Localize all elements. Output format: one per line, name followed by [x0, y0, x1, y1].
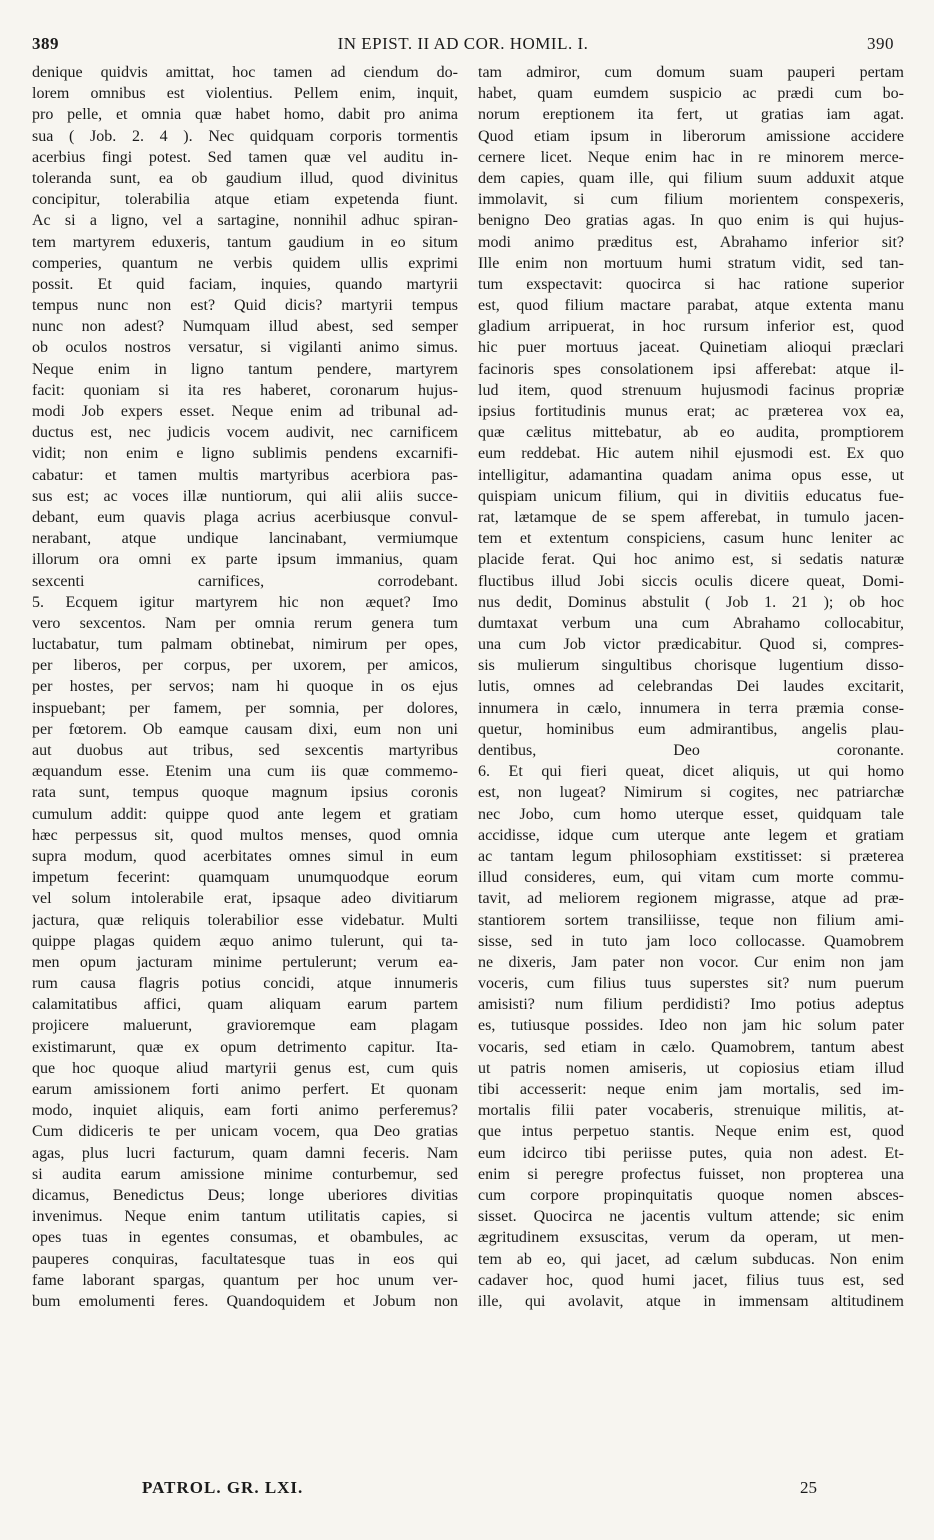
text-line: amisisti? num filium perdidisti? Imo potius adeptus [478, 996, 904, 1014]
text-line: placide ferat. Qui hoc animo est, si sedatis naturæ [478, 551, 904, 569]
text-line: que intus perpetuo stantis. Neque enim est, quod [478, 1123, 904, 1141]
text-line: nec Jobo, cum homo uterque esset, quidquam tale [478, 805, 904, 823]
text-line: agas, plus lucri facturum, quam damni feceris. Nam [32, 1144, 458, 1162]
text-line: sexcenti carnifices, corrodebant. [32, 572, 458, 590]
text-line: est, non lugeat? Nimirum si cogites, nec patriarchæ [478, 784, 904, 802]
running-title: IN EPIST. II AD COR. HOMIL. I. [337, 34, 589, 53]
text-line: illorum ora omni ex parte ipsum immanius, quam [32, 551, 458, 569]
text-line: facinoris spes consolationem ipsi afferebat: atque il- [478, 360, 904, 378]
text-line: nerabant, atque undique lancinabant, vermiumque [32, 530, 458, 548]
text-line: tum exspectavit: quocirca si hac ratione superior [478, 275, 904, 293]
text-line: immolavit, si cum filium morientem conspexeris, [478, 191, 904, 209]
text-line: luctabatur, tum palmam obtinebat, nimirum per opes, [32, 636, 458, 654]
text-line: comperies, quantum ne verbis quidem ullis exprimi [32, 254, 458, 272]
text-line: cum corpore propinquitatis quoque nomen absces- [478, 1186, 904, 1204]
text-line: sisse, sed in tuto jam loco collocasse. Quamobrem [478, 932, 904, 950]
text-line: Ac si a ligno, vel a sartagine, nonnihil adhuc spiran- [32, 212, 458, 230]
text-line: illud consideres, eum, qui vitam cum morte commu- [478, 869, 904, 887]
text-line: accidisse, idque cum uterque ante legem et gratiam [478, 826, 904, 844]
text-line: opes tuas in egentes consumas, et obambules, ac [32, 1229, 458, 1247]
text-line: intelligitur, adamantina quadam anima opus esse, ut [478, 466, 904, 484]
left-page-number: 389 [32, 34, 59, 53]
text-line: quetur, hominibus eum admirantibus, angelis plau- [478, 720, 904, 738]
text-line: men opum jacturam minime pertulerunt; verum ea- [32, 953, 458, 971]
text-line: lutis, omnes ad celebrandas Dei laudes excitarit, [478, 678, 904, 696]
right-page-number: 390 [867, 34, 894, 53]
text-line: norum ereptionem ita fert, ut gratias iam agat. [478, 106, 904, 124]
text-line: mortalis filii pater vocaberis, strenuique militis, at- [478, 1102, 904, 1120]
text-line: es, tutiusque possides. Ideo non jam hic solum pater [478, 1017, 904, 1035]
right-text-column [478, 62, 904, 1312]
text-line: per hostes, per servos; nam hi quoque in os ejus [32, 678, 458, 696]
text-line: earum amissionem forti animo perfert. Et quonam [32, 1081, 458, 1098]
text-line: toleranda sunt, ea ob gaudium illud, quod divinitus [32, 169, 458, 187]
text-line: cernere licet. Neque enim hac in re minorem merce- [478, 148, 904, 166]
text-line: ac tantam legum philosophiam exstitisset: si præterea [478, 847, 904, 865]
text-line: enim si peregre profectus fuisset, non propterea una [478, 1165, 904, 1183]
footer-signature: PATROL. GR. LXI. [142, 1478, 304, 1497]
text-line: cabatur: et tamen multis martyribus acerbiora pas- [32, 466, 458, 484]
text-line: Cum didiceris te per unicam vocem, qua Deo gratias [32, 1123, 458, 1141]
text-line: dentibus, Deo coronante. [478, 742, 904, 759]
text-line: invenimus. Neque enim tantum utilitatis capies, si [32, 1208, 458, 1226]
text-line: sisset. Quocirca ne jacentis vultum attende; sic enim [478, 1208, 904, 1226]
text-line: Ille enim non mortuum humi stratum vidit, sed tan- [478, 254, 904, 272]
text-line: voceris, cum filius tuus superstes sit? num puerum [478, 975, 904, 993]
text-line: dumtaxat verbum una cum Abrahamo collocabitur, [478, 614, 904, 632]
text-line: rata sunt, tempus quoque magnum ipsius coronis [32, 784, 458, 802]
text-line: per fœtorem. Ob eamque causam dixi, eum non uni [32, 720, 458, 738]
text-line: habet, quam eumdem suspicio ac prædi cum bo- [478, 85, 904, 103]
text-line: tempus nunc non est? Quid dicis? martyrii tempus [32, 297, 458, 315]
text-line: eum idcirco tibi periisse putes, quia non adest. Et- [478, 1144, 904, 1162]
text-line: sua ( Job. 2. 4 ). Nec quidquam corporis tormentis [32, 127, 458, 145]
text-line: est, quod filium mactare parabat, atque extenta manu [478, 297, 904, 315]
text-line: cadaver hoc, quod humi jacet, filius tuus est, sed [478, 1271, 904, 1289]
running-header [32, 34, 894, 58]
text-line: calamitatibus affici, quam aliquam earum partem [32, 996, 458, 1014]
text-line: vocaris, sed etiam in cælo. Quamobrem, tantum abest [478, 1038, 904, 1056]
text-line: sis mulierum singultibus chorisque lugentium disso- [478, 657, 904, 675]
text-line: 6. Et qui fieri queat, dicet aliquis, ut qui homo [478, 763, 904, 781]
text-line: cumulum addit: quippe quod ante legem et gratiam [32, 805, 458, 823]
text-line: lorem omnibus est violentius. Pellem enim, inquit, [32, 85, 458, 103]
text-line: gladium arripuerat, in hoc rursum inferior est, quod [478, 318, 904, 336]
text-line: tem ab eo, qui jacet, ad cælum subducas. Non enim [478, 1250, 904, 1268]
text-line: facit: quoniam si ita res haberet, coronarum hujus- [32, 381, 458, 399]
text-line: quippe plagas quidem æquo animo tulerunt, qui ta- [32, 932, 458, 950]
text-line: inspuebant; per famem, per somnia, per dolores, [32, 699, 458, 717]
text-line: modi Job expers esset. Neque enim ad tribunal ad- [32, 403, 458, 420]
left-text-column [32, 62, 458, 1312]
text-line: existimarunt, quæ ex opum detrimento capitur. Ita- [32, 1038, 458, 1056]
text-line: tem et extentum conspiciens, casum hunc leniter ac [478, 530, 904, 548]
text-line: tibi accesserit: neque enim jam mortalis, sed im- [478, 1081, 904, 1098]
text-line: dicamus, Benedictus Deus; longe uberiores divitias [32, 1186, 458, 1204]
text-line: impetum fecerint: quamquam unumquodque eorum [32, 869, 458, 887]
text-line: tem martyrem eduxeris, tantum gaudium in eo situm [32, 233, 458, 251]
text-line: modi animo præditus est, Abrahamo inferior sit? [478, 233, 904, 251]
text-line: possit. Et quid faciam, inquies, quando martyrii [32, 275, 458, 293]
text-line: una cum Job victor prædicabitur. Quod si, compres- [478, 636, 904, 654]
text-line: benigno Deo gratias agas. In quo enim is qui hujus- [478, 212, 904, 230]
text-line: rat, lætamque de se spem afferebat, in tumulo jacen- [478, 508, 904, 526]
text-line: vero sexcentos. Nam per omnia rerum genera tum [32, 614, 458, 632]
text-line: innumera in cælo, innumera in terra præmia conse- [478, 699, 904, 717]
text-line: rum causa flagris potius concidi, atque innumeris [32, 975, 458, 993]
text-line: debant, eum quavis plaga acrius acerbiusque convul- [32, 508, 458, 526]
text-line: stantiorem sortem transiliisse, teque non filium ami- [478, 911, 904, 929]
text-line: Quod etiam ipsum in liberorum amissione accidere [478, 127, 904, 145]
text-line: ille, qui avolavit, atque in immensam altitudinem [478, 1292, 904, 1310]
text-line: modo, inquiet aliquis, eam forti animo perferemus? [32, 1102, 458, 1120]
text-line: lud item, quod strenuum hujusmodi facinus propriæ [478, 381, 904, 399]
text-line: projicere maluerunt, gravioremque eam plagam [32, 1017, 458, 1035]
text-line: si audita earum amissione minime conturbemur, sed [32, 1165, 458, 1183]
text-line: ipsius fortitudinis munus erat; ac præterea vox ea, [478, 403, 904, 420]
text-line: fluctibus illud Jobi siccis oculis dicere queat, Domi- [478, 572, 904, 590]
text-line: æquandum esse. Etenim una cum iis quæ commemo- [32, 763, 458, 781]
text-line: hic puer mortuus jaceat. Quinetiam alioqui præclari [478, 339, 904, 357]
text-line: Neque enim in ligno tantum pendere, martyrem [32, 360, 458, 378]
text-line: aut duobus aut tribus, sed sexcentis martyribus [32, 742, 458, 759]
text-line: jactura, quæ reliquis tolerabilior esse videbatur. Multi [32, 911, 458, 929]
text-line: pro pelle, et omnia quæ habet homo, dabit pro anima [32, 106, 458, 124]
footer-sheet-number: 25 [800, 1478, 817, 1497]
text-line: fame laborant spargas, quantum per hoc unum ver- [32, 1271, 458, 1289]
text-line: quispiam unicum filium, qui in divitiis educatus fue- [478, 487, 904, 505]
text-line: ne dixeris, Jam pater non vocor. Cur enim non jam [478, 953, 904, 971]
text-line: acerbius fingi potest. Sed tamen quæ vel auditu in- [32, 148, 458, 166]
text-line: ob oculos nostros versatur, si vigilanti animo simus. [32, 339, 458, 357]
text-line: ægritudinem exsuscitas, verum da operam, ut men- [478, 1229, 904, 1247]
text-line: tam admiror, cum domum suam pauperi pertam [478, 64, 904, 81]
text-line: 5. Ecquem igitur martyrem hic non æquet? Imo [32, 593, 458, 611]
text-line: vel solum intolerabile erat, ipsaque adeo divitiarum [32, 890, 458, 908]
text-line: ductus est, nec judicis vocem audivit, nec carnificem [32, 424, 458, 442]
text-line: supra modum, quod acerbitates omnes simul in eum [32, 847, 458, 865]
text-line: concipitur, tolerabilia atque etiam expetenda fiunt. [32, 191, 458, 209]
text-line: sus est; ac voces illæ nuntiorum, qui alii aliis succe- [32, 487, 458, 505]
text-line: bum emolumenti feres. Quandoquidem et Jobum non [32, 1292, 458, 1310]
text-line: denique quidvis amittat, hoc tamen ad ciendum do- [32, 64, 458, 81]
text-line: vidit; non enim e ligno sublimis pendens excarnifi- [32, 445, 458, 463]
text-line: eum reddebat. Hic autem nihil ejusmodi est. Ex quo [478, 445, 904, 463]
text-line: hæc perpessus sit, quod multos menses, quod omnia [32, 826, 458, 844]
text-line: nus dedit, Dominus abstulit ( Job 1. 21 ); ob hoc [478, 593, 904, 611]
text-line: pauperes conquiras, facultatesque tuas in eos qui [32, 1250, 458, 1268]
text-line: per liberos, per corpus, per uxorem, per amicos, [32, 657, 458, 675]
text-line: ut patris nomen amiseris, ut copiosius etiam illud [478, 1059, 904, 1077]
text-line: que hoc quoque aliud martyrii genus est, cum quis [32, 1059, 458, 1077]
text-line: nunc non adest? Numquam illud abest, sed semper [32, 318, 458, 336]
text-line: dem capies, quam ille, qui filium suum adduxit atque [478, 169, 904, 187]
text-line: tavit, ad meliorem regionem migrasse, atque ad præ- [478, 890, 904, 908]
text-line: quæ cælitus mittebatur, ab eo audita, promptiorem [478, 424, 904, 442]
